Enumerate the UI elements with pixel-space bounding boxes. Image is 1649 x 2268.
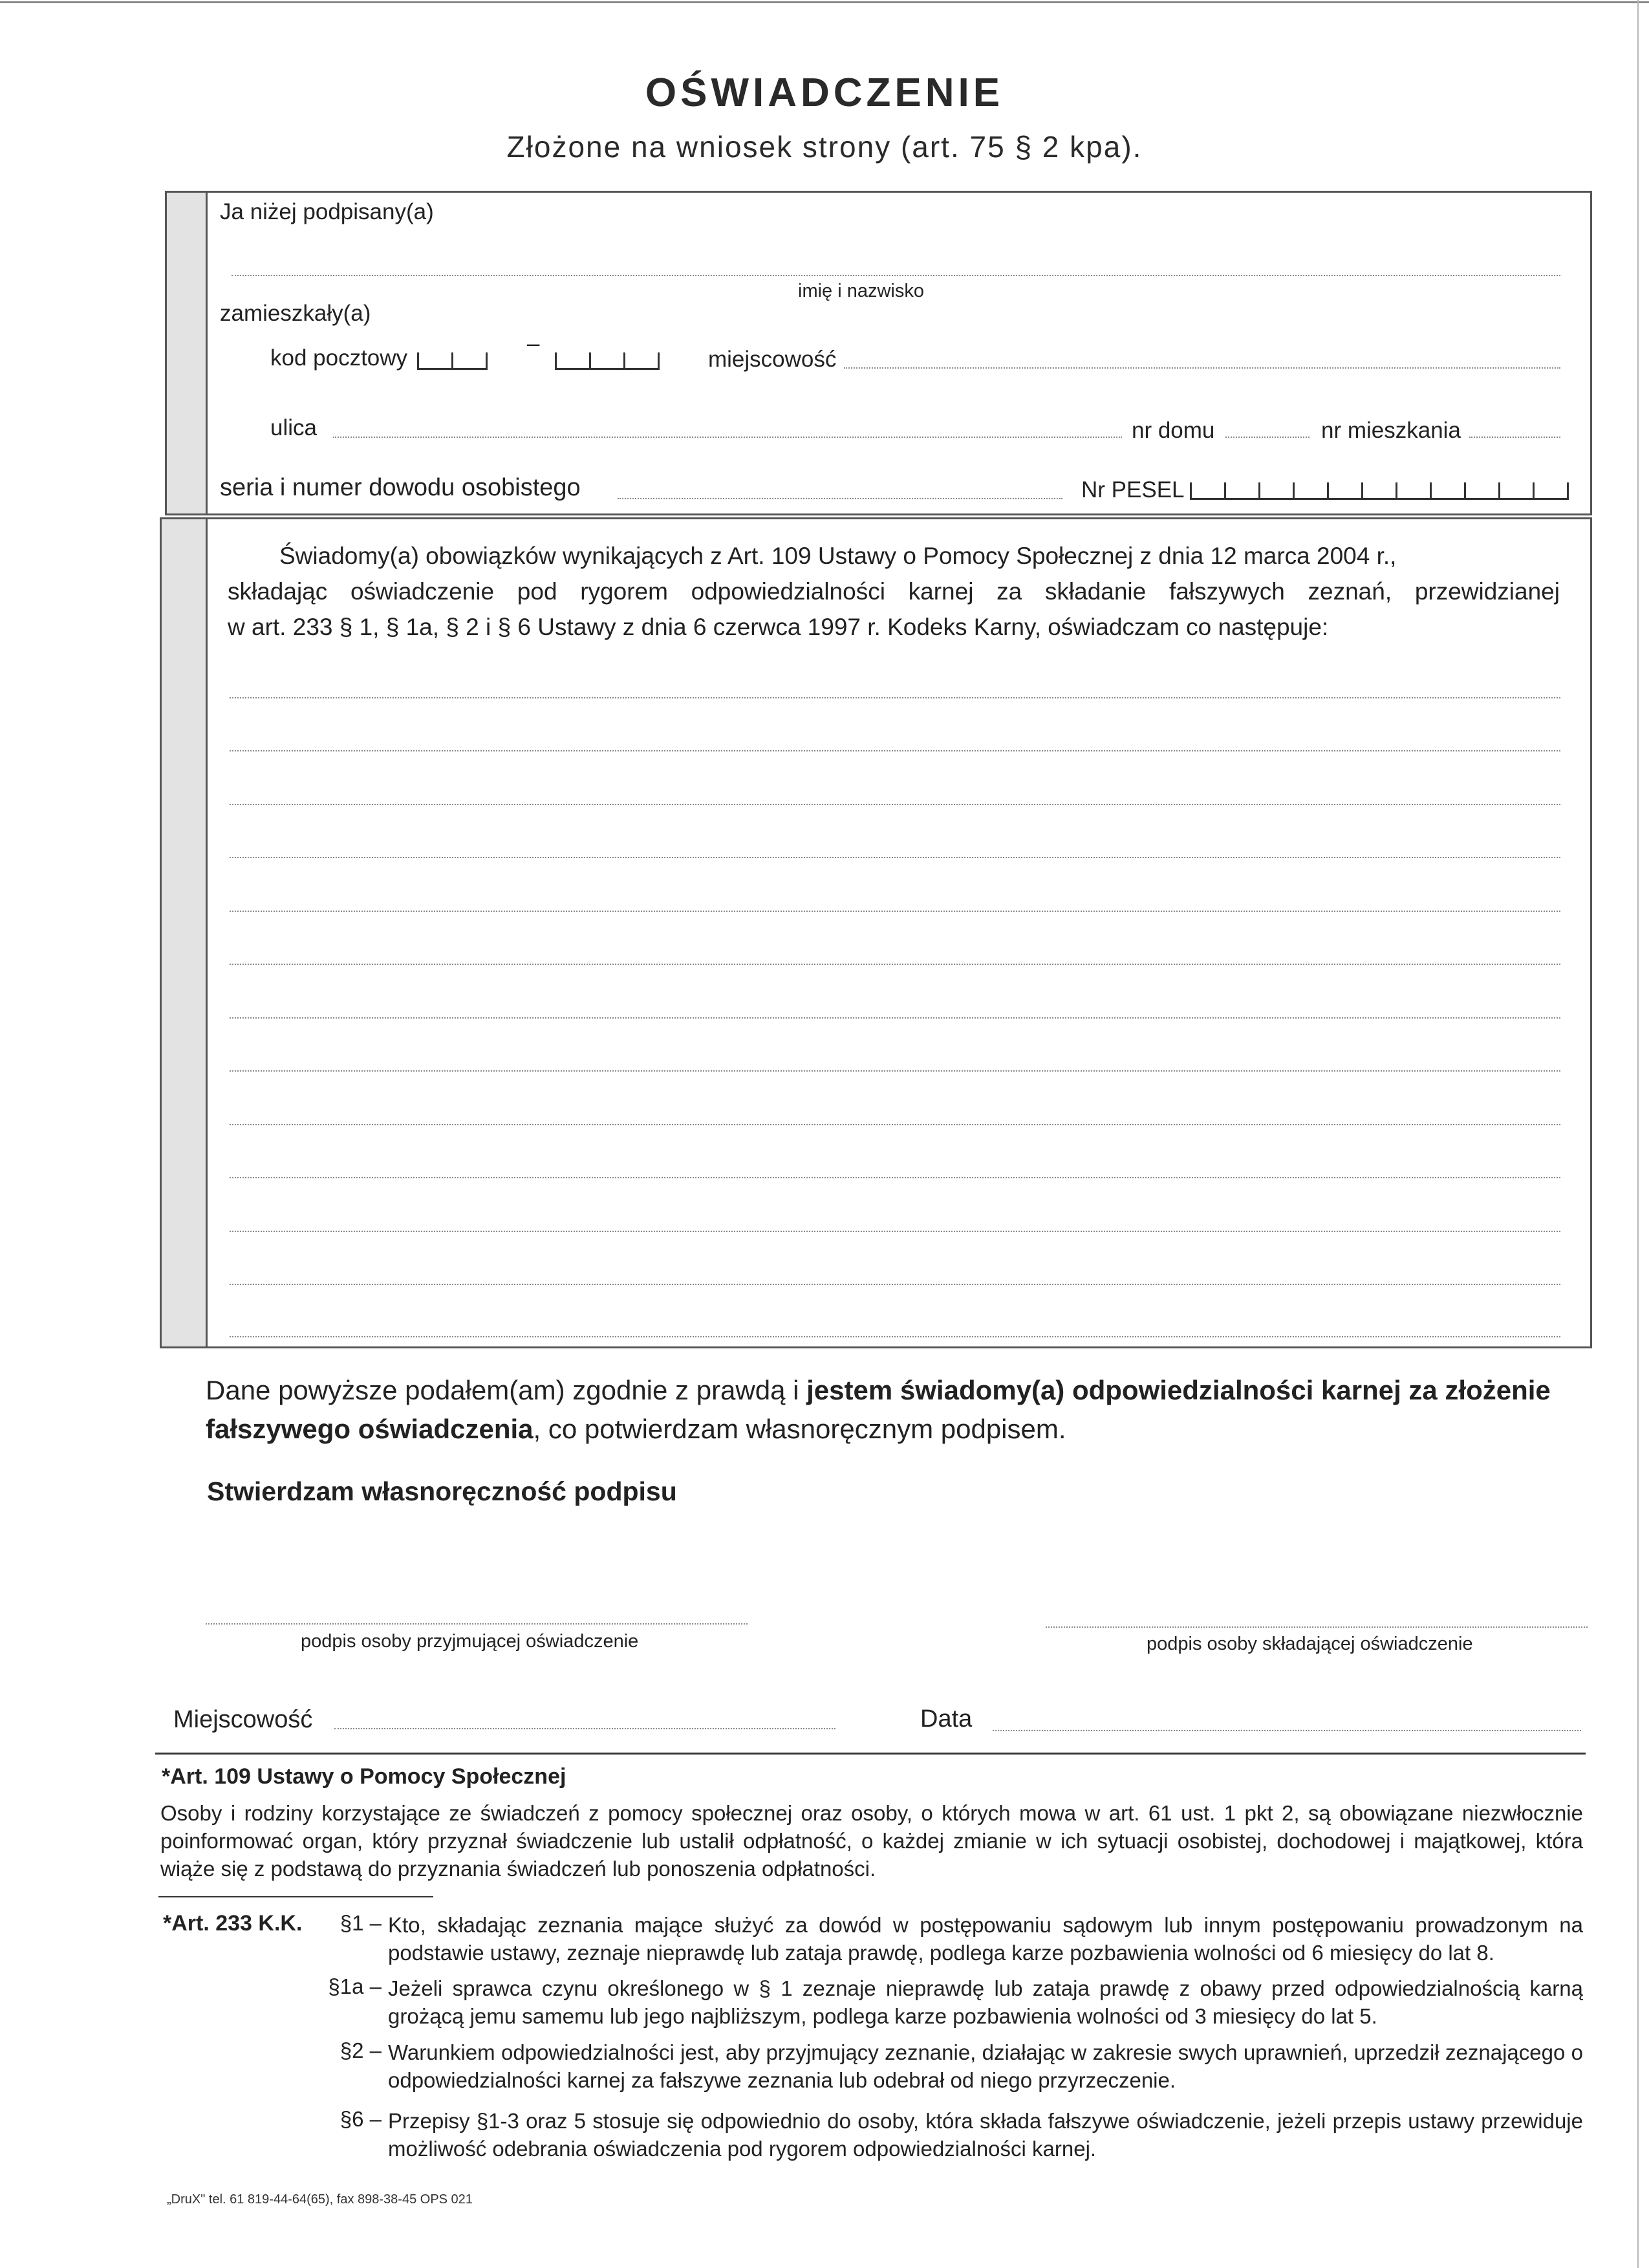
- verify-signature-heading: Stwierdzam własnoręczność podpisu: [207, 1476, 677, 1506]
- art233-paragraph-text: Przepisy §1-3 oraz 5 stosuje się odpowiednio do osoby, która składa fałszywe oświadczenie, jeżeli przepis ustawy przewiduje możliwość odebrania oświadczenia pod rygorem odpowiedzialności karnej.: [388, 2109, 1583, 2161]
- statement-strip-border: [206, 519, 208, 1346]
- date-field[interactable]: [993, 1730, 1581, 1731]
- place-field[interactable]: [334, 1728, 835, 1729]
- statement-line[interactable]: [230, 1177, 1560, 1178]
- name-caption: imię i nazwisko: [798, 281, 924, 301]
- flat-no-field[interactable]: [1469, 437, 1560, 438]
- postal-code-label: kod pocztowy: [270, 345, 408, 371]
- statement-line[interactable]: [230, 1336, 1560, 1337]
- printer-footer: „DruX" tel. 61 819-44-64(65), fax 898-38-45 OPS 021: [167, 2192, 473, 2207]
- postal-code-dash: –: [527, 331, 540, 356]
- right-edge-line: [1637, 0, 1639, 2268]
- flat-no-label: nr mieszkania: [1321, 418, 1461, 443]
- house-no-label: nr domu: [1132, 418, 1215, 443]
- statement-line[interactable]: [230, 964, 1560, 965]
- street-label: ulica: [270, 415, 317, 440]
- art233-heading: *Art. 233 K.K.: [163, 1911, 303, 1936]
- intro-label: Ja niżej podpisany(a): [220, 199, 434, 224]
- art109-heading: *Art. 109 Ustawy o Pomocy Społecznej: [162, 1764, 566, 1789]
- id-card-label: seria i numer dowodu osobistego: [220, 474, 581, 501]
- legal-divider: [155, 1753, 1586, 1755]
- house-no-field[interactable]: [1225, 437, 1310, 438]
- statement-line[interactable]: [230, 750, 1560, 751]
- statement-intro-line-1: Świadomy(a) obowiązków wynikających z Art. 109 Ustawy o Pomocy Społecznej z dnia 12 marca 2004 r.,: [279, 543, 1397, 569]
- art233-paragraph-text: Warunkiem odpowiedzialności jest, aby przyjmujący zeznanie, działając w zakresie swych uprawnień, uprzedził zeznającego o odpowiedzialności karnej za fałszywe zeznania lub odebrał od niego przyrzeczenie.: [388, 2040, 1583, 2092]
- art233-paragraph-text: Kto, składając zeznania mające służyć za dowód w postępowaniu sądowym lub innym postępowaniu prowadzonym na podstawie ustawy, zeznaje nieprawdę lub zataja prawdę, podlega karze pozbawienia wolności od 6 miesięcy do lat 8.: [388, 1913, 1583, 1965]
- page-subtitle: Złożone na wniosek strony (art. 75 § 2 kpa).: [506, 130, 1143, 164]
- id-card-field[interactable]: [618, 498, 1062, 499]
- statement-line[interactable]: [230, 697, 1560, 698]
- city-label: miejscowość: [708, 347, 837, 372]
- place-label: Miejscowość: [173, 1706, 313, 1733]
- art109-divider: [158, 1896, 433, 1897]
- city-field[interactable]: [844, 367, 1560, 369]
- pesel-label: Nr PESEL: [1081, 477, 1185, 502]
- receiver-signature-caption: podpis osoby przyjmującej oświadczenie: [301, 1631, 639, 1652]
- art233-paragraph-text: Jeżeli sprawca czynu określonego w § 1 zeznaje nieprawdę lub zataja prawdę z obawy przed odpowiedzialnością karną grożącą jemu samemu lub jego najbliższym, podlega karze pozbawienia wolności od 3 miesięcy do lat 5.: [388, 1976, 1583, 2028]
- postal-code-field-1[interactable]: [417, 352, 488, 370]
- statement-intro: [228, 538, 1560, 645]
- date-label: Data: [920, 1705, 973, 1733]
- art233-paragraph-number: §6 –: [339, 2107, 382, 2131]
- statement-line[interactable]: [230, 911, 1560, 912]
- top-rule: [0, 1, 1649, 3]
- statement-intro-line-2: składając oświadczenie pod rygorem odpowiedzialności karnej za składanie fałszywych zeznań, przewidzianej: [228, 578, 1560, 605]
- page-title: OŚWIADCZENIE: [645, 70, 1004, 115]
- art109-text: Osoby i rodziny korzystające ze świadczeń z pomocy społecznej oraz osoby, o których mowa w art. 61 ust. 1 pkt 2, są obowiązane niezwłocznie poinformować organ, który przyznał świadczenie lub ustalił odpłatność, o każdej zmianie w ich sytuacji osobistej, dochodowej i majątkowej, która wiąże się z podstawą do przyznania świadczeń lub ponoszenia odpłatności.: [160, 1801, 1583, 1881]
- statement-line[interactable]: [230, 1070, 1560, 1072]
- statement-intro-line-3: w art. 233 § 1, § 1a, § 2 i § 6 Ustawy z dnia 6 czerwca 1997 r. Kodeks Karny, oświadczam co następuje:: [228, 614, 1329, 640]
- confirmation-text: [206, 1371, 1583, 1449]
- statement-line[interactable]: [230, 1017, 1560, 1019]
- pesel-field[interactable]: [1190, 482, 1569, 500]
- personal-data-strip: [167, 193, 206, 513]
- receiver-signature-field[interactable]: [206, 1623, 748, 1625]
- statement-line[interactable]: [230, 1284, 1560, 1285]
- resident-label: zamieszkały(a): [220, 301, 371, 326]
- confirmation-part-2: jestem świadomy(a) odpowiedzialności karnej za złożenie fałszywego oświadczenia: [206, 1375, 1551, 1444]
- confirmation-part-3: , co potwierdzam własnoręcznym podpisem.: [533, 1414, 1066, 1444]
- art233-paragraph-number: §1 –: [339, 1911, 382, 1935]
- street-field[interactable]: [333, 437, 1122, 438]
- confirmation-part-1: Dane powyższe podałem(am) zgodnie z prawdą i: [206, 1375, 807, 1405]
- postal-code-field-2[interactable]: [555, 352, 660, 370]
- art233-paragraph-number: §1a –: [328, 1974, 382, 1998]
- art233-paragraph-number: §2 –: [339, 2038, 382, 2062]
- statement-line[interactable]: [230, 1124, 1560, 1125]
- statement-line[interactable]: [230, 804, 1560, 805]
- statement-strip: [162, 519, 206, 1346]
- name-field[interactable]: [232, 275, 1560, 276]
- statement-line[interactable]: [230, 1231, 1560, 1232]
- declarant-signature-caption: podpis osoby składającej oświadczenie: [1147, 1634, 1473, 1654]
- statement-line[interactable]: [230, 857, 1560, 858]
- declarant-signature-field[interactable]: [1046, 1626, 1588, 1628]
- personal-data-strip-border: [206, 193, 208, 513]
